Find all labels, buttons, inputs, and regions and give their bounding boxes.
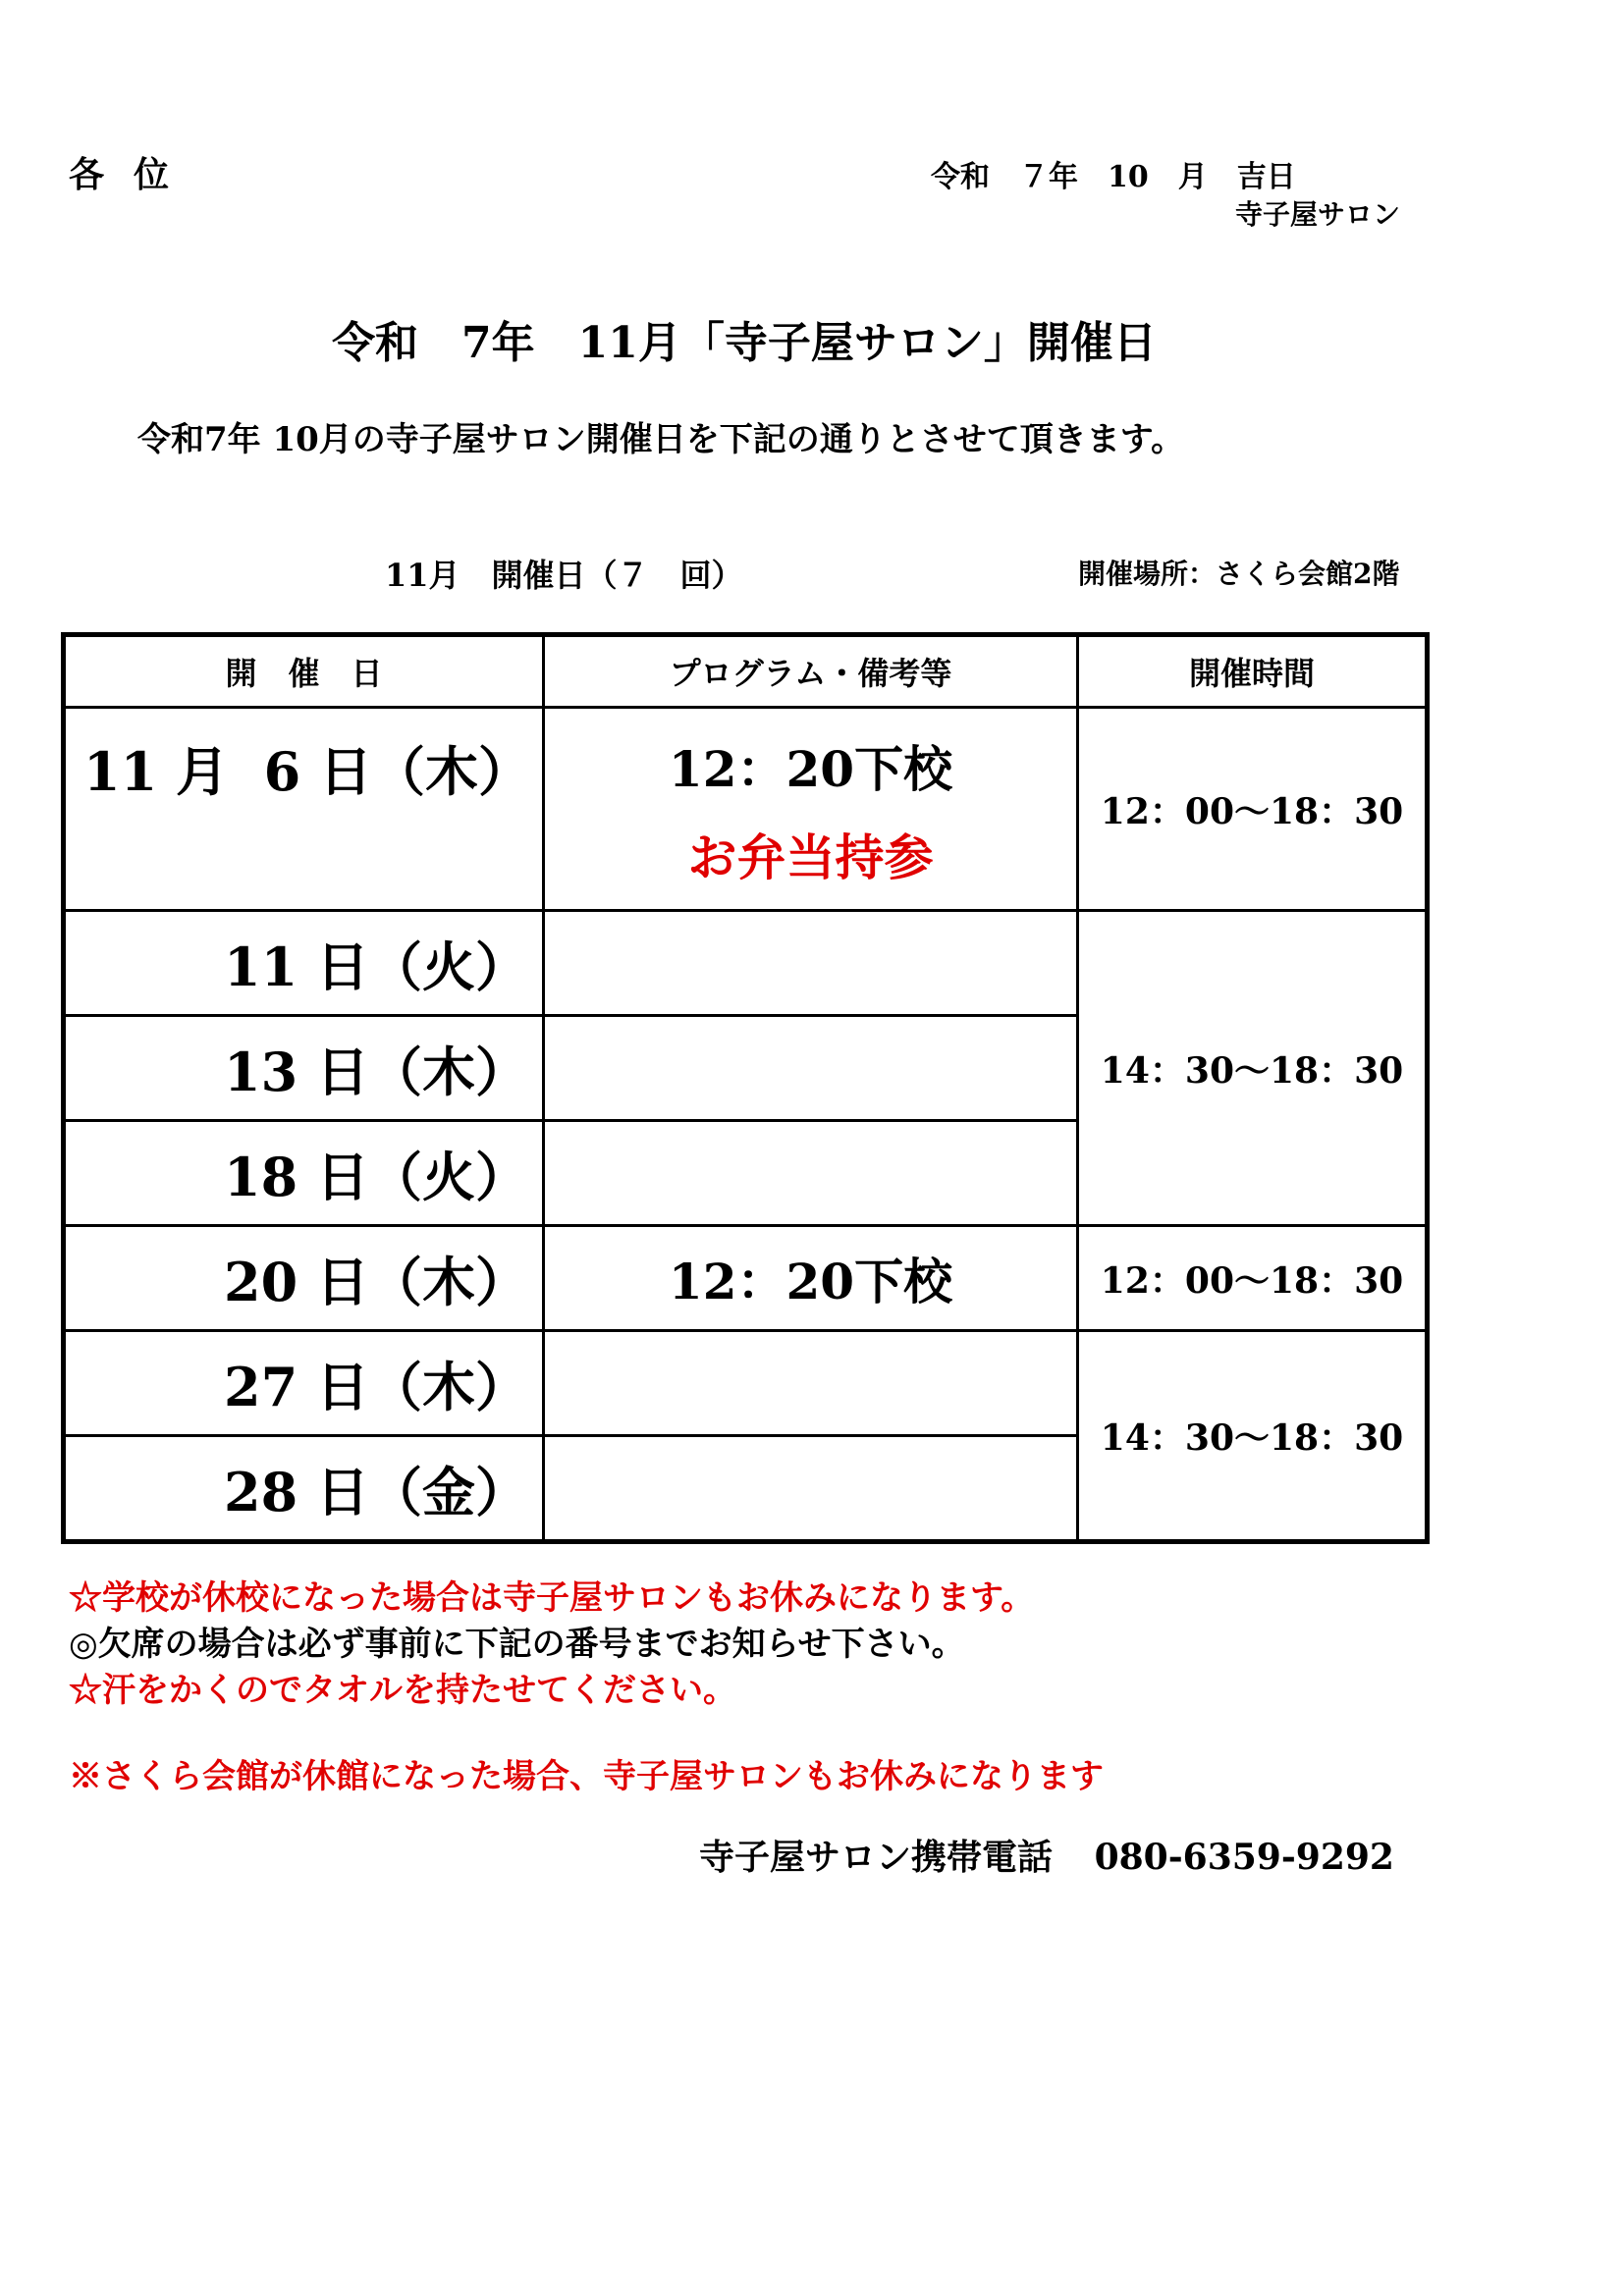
- month-text: 11 月: [83, 740, 229, 803]
- program-cell: [544, 1331, 1078, 1436]
- addressee: 各位: [69, 154, 199, 195]
- program-cell: 12：20下校: [544, 1226, 1078, 1331]
- time-cell: 12：00～18：30: [1078, 708, 1428, 911]
- date-cell: 20 日（木）: [64, 1226, 544, 1331]
- date-cell: 28 日（金）: [64, 1436, 544, 1542]
- contact-label: 寺子屋サロン携帯電話: [699, 1837, 1054, 1878]
- program-cell: [544, 1121, 1078, 1226]
- intro-text: 令和7年 10月の寺子屋サロン開催日を下記の通りとさせて頂きます。: [137, 420, 1185, 459]
- table-row: [64, 1226, 1428, 1331]
- time-cell: 12：00～18：30: [1078, 1226, 1428, 1331]
- month-label: 11月 開催日（７ 回）: [385, 557, 743, 594]
- date-cell: [64, 708, 544, 911]
- issue-date: 令和 ７年 10 月 吉日: [931, 160, 1296, 194]
- header-date: 開 催 日: [64, 635, 544, 708]
- date-cell: 13 日（木）: [64, 1016, 544, 1121]
- date-cell: 11 日（火）: [64, 911, 544, 1016]
- program-text: 12：20下校: [668, 740, 953, 798]
- venue-label: 開催場所：さくら会館2階: [1078, 558, 1400, 590]
- date-cell: 27 日（木）: [64, 1331, 544, 1436]
- note-venue-closure: ※さくら会館が休館になった場合、寺子屋サロンもお休みになります: [69, 1757, 1104, 1796]
- date-cell: 18 日（火）: [64, 1121, 544, 1226]
- table-row: [64, 1331, 1428, 1436]
- schedule-table: [61, 632, 1430, 1544]
- note-towel: ☆汗をかくのでタオルを持たせてください。: [69, 1671, 736, 1710]
- program-note: お弁当持参: [687, 828, 934, 886]
- table-row: [64, 708, 1428, 911]
- time-cell: 14：30～18：30: [1078, 1331, 1428, 1542]
- program-cell: [544, 1016, 1078, 1121]
- organization-name: 寺子屋サロン: [1235, 198, 1401, 231]
- header-program: プログラム・備考等: [544, 635, 1078, 708]
- note-absence: ◎欠席の場合は必ず事前に下記の番号までお知らせ下さい。: [69, 1625, 965, 1664]
- program-cell: [544, 1436, 1078, 1542]
- contact-line: [699, 1830, 1394, 1880]
- page-title: 令和 7年 11月「寺子屋サロン」開催日: [332, 318, 1157, 368]
- header-time: 開催時間: [1078, 635, 1428, 708]
- program-cell: [544, 911, 1078, 1016]
- day-text: 6 日（木）: [263, 740, 531, 803]
- contact-phone: 080-6359-9292: [1094, 1837, 1394, 1878]
- program-cell: [544, 708, 1078, 911]
- table-row: [64, 911, 1428, 1016]
- table-header-row: [64, 635, 1428, 708]
- note-school-closure: ☆学校が休校になった場合は寺子屋サロンもお休みになります。: [69, 1578, 1035, 1618]
- time-cell: 14：30～18：30: [1078, 911, 1428, 1226]
